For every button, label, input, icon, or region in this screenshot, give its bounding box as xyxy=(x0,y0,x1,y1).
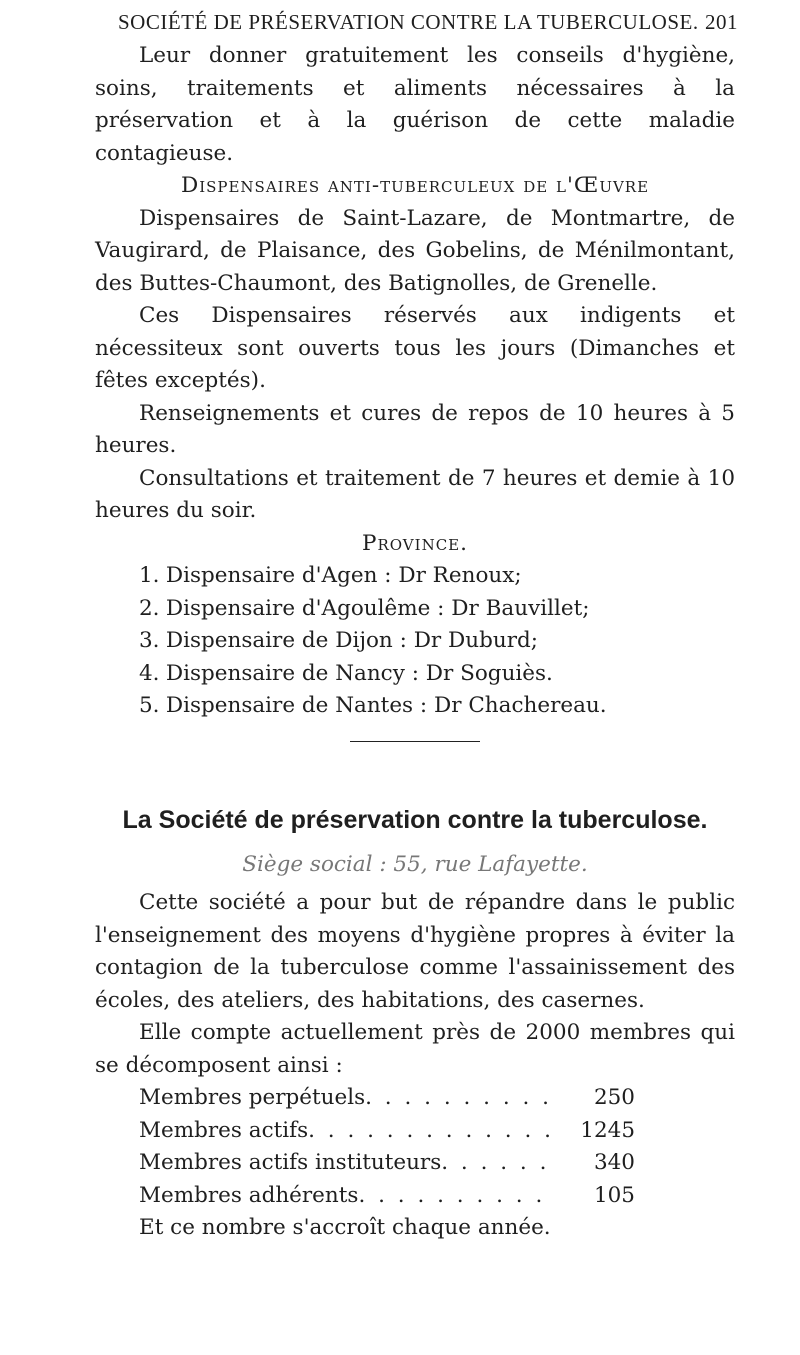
running-title: SOCIÉTÉ DE PRÉSERVATION CONTRE LA TUBERCULOSE. xyxy=(118,10,699,34)
province-list xyxy=(95,560,735,723)
list-item: 5. Dispensaire de Nantes : Dr Chachereau. xyxy=(139,693,607,718)
intro-paragraph: Leur donner gratuitement les conseils d'hygiène, soins, traitements et aliments nécessaires à la préservation et à la guérison de cette maladie contagieuse. xyxy=(95,43,735,166)
list-item: 2. Dispensaire d'Agoulême : Dr Bauvillet; xyxy=(139,595,590,621)
societe-siege: Siège social : 55, rue Lafayette. xyxy=(242,851,588,877)
members-table xyxy=(95,1082,735,1212)
societe-paragraph-2: Elle compte actuellement près de 2000 membres qui se décomposent ainsi : xyxy=(95,1020,735,1078)
dispensaires-paragraph-4: Consultations et traitement de 7 heures et demie à 10 heures du soir. xyxy=(95,465,735,523)
page-number: 201 xyxy=(705,10,738,34)
table-row: Membres actifs instituteurs . . . 340 xyxy=(139,1147,735,1180)
dispensaires-heading: Dispensaires anti-tuberculeux de l'Œuvre xyxy=(180,173,650,198)
list-item: 4. Dispensaire de Nancy : Dr Soguiès. xyxy=(139,660,553,686)
running-header xyxy=(118,10,738,35)
table-row: Membres perpétuels . . . 250 xyxy=(139,1082,735,1115)
dispensaires-paragraph-1: Dispensaires de Saint-Lazare, de Montmartre, de Vaugirard, de Plaisance, des Gobelins, de Ménilmontant, des Buttes-Chaumont, des Batignolles, de Grenelle. xyxy=(95,205,735,296)
list-item: 1. Dispensaire d'Agen : Dr Renoux; xyxy=(139,563,522,588)
section-divider xyxy=(350,741,480,742)
list-item: 3. Dispensaire de Dijon : Dr Duburd; xyxy=(139,628,539,653)
table-row: Membres adhérents . . . 105 xyxy=(139,1180,735,1213)
societe-paragraph-1: Cette société a pour but de répandre dans le public l'enseignement des moyens d'hygiène propres à éviter la contagion de la tuberculose comme l'assainissement des écoles, des ateliers, des habitations, des casernes. xyxy=(95,890,735,1013)
table-row: Membres actifs . . . 1245 xyxy=(139,1115,735,1148)
text-column-upper xyxy=(95,40,735,1245)
closing-line: Et ce nombre s'accroît chaque année. xyxy=(139,1215,551,1240)
province-heading: Province. xyxy=(362,530,468,556)
societe-title: La Société de préservation contre la tuberculose. xyxy=(122,805,708,834)
dispensaires-paragraph-3: Renseignements et cures de repos de 10 heures à 5 heures. xyxy=(95,400,735,458)
dispensaires-paragraph-2: Ces Dispensaires réservés aux indigents et nécessiteux sont ouverts tous les jours (Dimanches et fêtes exceptés). xyxy=(95,303,735,393)
